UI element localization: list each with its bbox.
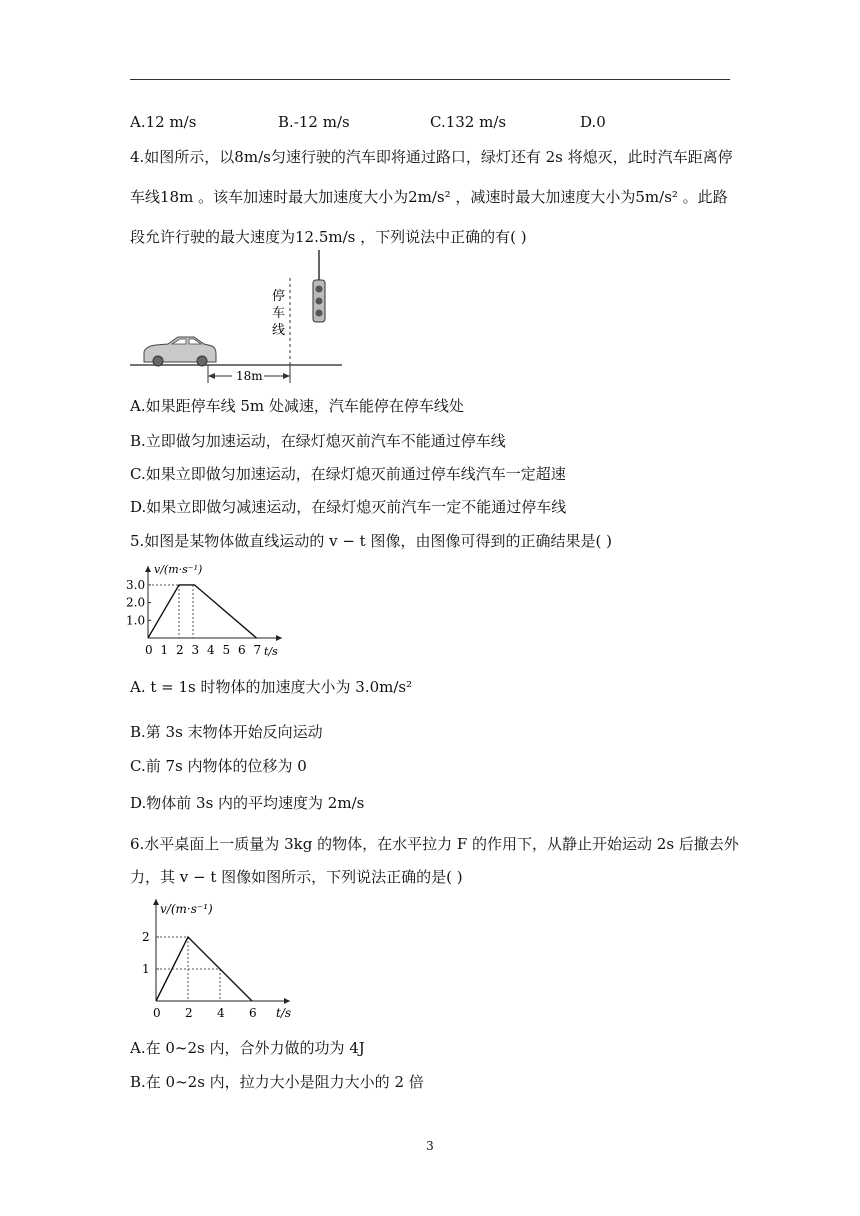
option-a: A.12 m/s xyxy=(130,113,197,131)
x-axis-label: t/s xyxy=(276,1006,292,1020)
q4-option-a: A.如果距停车线 5m 处减速，汽车能停在停车线处 xyxy=(130,397,464,415)
x-tick-label: 5 xyxy=(222,643,231,657)
x-tick-label: 6 xyxy=(249,1006,257,1020)
y-axis-label: v/(m·s⁻¹) xyxy=(154,563,203,576)
y-tick-label: 2.0 xyxy=(126,595,146,610)
q5-option-d: D.物体前 3s 内的平均速度为 2m/s xyxy=(130,794,365,812)
x-tick-label: 2 xyxy=(185,1006,193,1020)
stop-line-label-1: 停 xyxy=(272,289,286,304)
q6-option-b: B.在 0~2s 内，拉力大小是阻力大小的 2 倍 xyxy=(130,1073,424,1091)
y-tick-label: 1 xyxy=(142,962,150,976)
x-tick-label: 3 xyxy=(191,643,200,657)
vt-curve xyxy=(148,585,257,638)
x-tick-label: 0 xyxy=(145,643,153,657)
option-d: D.0 xyxy=(580,113,606,131)
page-number: 3 xyxy=(426,1139,434,1153)
q4-traffic-figure xyxy=(128,248,348,388)
x-axis-label: t/s xyxy=(264,645,278,658)
x-tick-label: 4 xyxy=(207,643,215,657)
q6-stem-line2: 力，其 v − t 图像如图所示，下列说法正确的是( ) xyxy=(130,868,463,886)
option-c: C.132 m/s xyxy=(430,113,507,131)
q4-option-d: D.如果立即做匀减速运动，在绿灯熄灭前汽车一定不能通过停车线 xyxy=(130,498,567,516)
distance-label: 18m xyxy=(236,369,263,383)
y-tick-label: 1.0 xyxy=(126,613,146,628)
x-tick-label: 6 xyxy=(238,643,246,657)
x-tick-label: 7 xyxy=(253,643,262,657)
option-b: B.-12 m/s xyxy=(278,113,350,131)
q6-option-a: A.在 0~2s 内，合外力做的功为 4J xyxy=(130,1039,365,1057)
q6-vt-graph xyxy=(138,893,298,1023)
y-axis-label: v/(m·s⁻¹) xyxy=(160,902,213,916)
header-rule xyxy=(130,79,730,80)
q6-stem-line1: 6.水平桌面上一质量为 3kg 的物体，在水平拉力 F 的作用下，从静止开始运动 2s 后撤去外 xyxy=(130,835,739,853)
q4-stem-line3: 段允许行驶的最大速度为12.5m/s ，下列说法中正确的有( ) xyxy=(130,228,527,246)
q4-stem-line2: 车线18m 。该车加速时最大加速度大小为2m/s² ，减速时最大加速度大小为5m/s² 。此路 xyxy=(130,188,728,206)
x-tick-label: 1 xyxy=(160,643,169,657)
stop-line-label-2: 车 xyxy=(272,306,286,321)
y-tick-label: 2 xyxy=(142,930,150,944)
x-tick-label: 2 xyxy=(176,643,184,657)
q5-option-b: B.第 3s 末物体开始反向运动 xyxy=(130,723,323,741)
q5-stem: 5.如图是某物体做直线运动的 v − t 图像，由图像可得到的正确结果是( ) xyxy=(130,532,612,550)
car-icon xyxy=(144,337,216,366)
y-tick-label: 3.0 xyxy=(126,577,146,592)
q5-option-a: A. t = 1s 时物体的加速度大小为 3.0m/s² xyxy=(130,678,413,696)
x-tick-label: 0 xyxy=(153,1006,161,1020)
q5-vt-graph xyxy=(124,560,294,664)
q5-option-c: C.前 7s 内物体的位移为 0 xyxy=(130,757,307,775)
x-tick-label: 4 xyxy=(217,1006,225,1020)
q4-option-b: B.立即做匀加速运动，在绿灯熄灭前汽车不能通过停车线 xyxy=(130,432,506,450)
prev-question-options xyxy=(130,113,730,133)
q4-stem-line1: 4.如图所示，以8m/s匀速行驶的汽车即将通过路口，绿灯还有 2s 将熄灭，此时汽车距离停 xyxy=(130,148,733,166)
stop-line-label-3: 线 xyxy=(272,323,286,338)
q4-option-c: C.如果立即做匀加速运动，在绿灯熄灭前通过停车线汽车一定超速 xyxy=(130,465,566,483)
